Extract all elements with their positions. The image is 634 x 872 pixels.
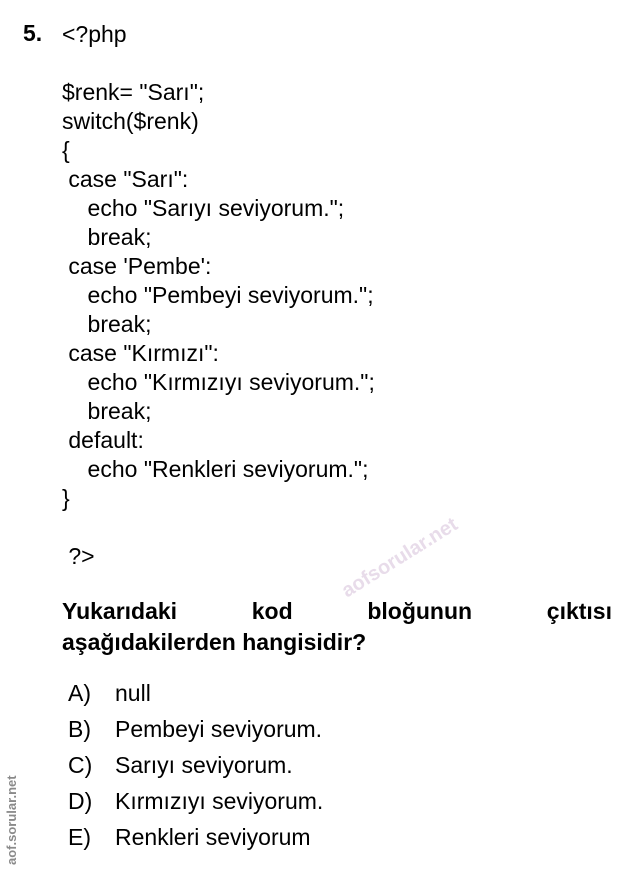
question-prompt <box>62 596 612 658</box>
code-line <box>62 49 375 78</box>
option-text: Kırmızıyı seviyorum. <box>115 788 324 814</box>
option-text: Sarıyı seviyorum. <box>115 752 293 778</box>
watermark-center: aofsorular.net <box>337 513 462 603</box>
option-d[interactable] <box>68 783 323 819</box>
option-letter: E) <box>68 824 91 850</box>
option-letter: C) <box>68 752 93 778</box>
code-line: { <box>62 137 70 163</box>
code-line: case "Kırmızı": <box>62 340 219 366</box>
code-line: echo "Renkleri seviyorum."; <box>62 456 369 482</box>
prompt-word: çıktısı <box>546 598 612 624</box>
option-text: null <box>115 680 151 706</box>
prompt-line-2: aşağıdakilerden hangisidir? <box>62 629 367 655</box>
code-line: break; <box>62 311 152 337</box>
code-line: break; <box>62 224 152 250</box>
option-text: Pembeyi seviyorum. <box>115 716 323 742</box>
code-line: echo "Kırmızıyı seviyorum."; <box>62 369 375 395</box>
option-letter: A) <box>68 680 91 706</box>
option-e[interactable] <box>68 819 323 855</box>
option-b[interactable] <box>68 711 323 747</box>
option-text: Renkleri seviyorum <box>115 824 311 850</box>
prompt-word: bloğunun <box>367 598 473 624</box>
option-letter: B) <box>68 716 91 742</box>
code-line: echo "Pembeyi seviyorum."; <box>62 282 374 308</box>
code-line: case 'Pembe': <box>62 253 212 279</box>
code-line: switch($renk) <box>62 108 199 134</box>
code-line: $renk= "Sarı"; <box>62 79 205 105</box>
code-line: echo "Sarıyı seviyorum."; <box>62 195 345 221</box>
question-number: 5. <box>23 20 43 46</box>
watermark-side: aof.sorular.net <box>4 775 19 865</box>
code-block <box>62 20 375 571</box>
prompt-word: kod <box>251 598 293 624</box>
code-line: <?php <box>62 21 127 47</box>
code-line: ?> <box>62 543 95 569</box>
code-line <box>62 513 375 542</box>
answer-options <box>68 675 323 855</box>
prompt-word: Yukarıdaki <box>62 598 178 624</box>
option-c[interactable] <box>68 747 323 783</box>
code-line: } <box>62 485 70 511</box>
option-a[interactable] <box>68 675 323 711</box>
code-line: break; <box>62 398 152 424</box>
code-line: default: <box>62 427 144 453</box>
option-letter: D) <box>68 788 93 814</box>
code-line: case "Sarı": <box>62 166 189 192</box>
